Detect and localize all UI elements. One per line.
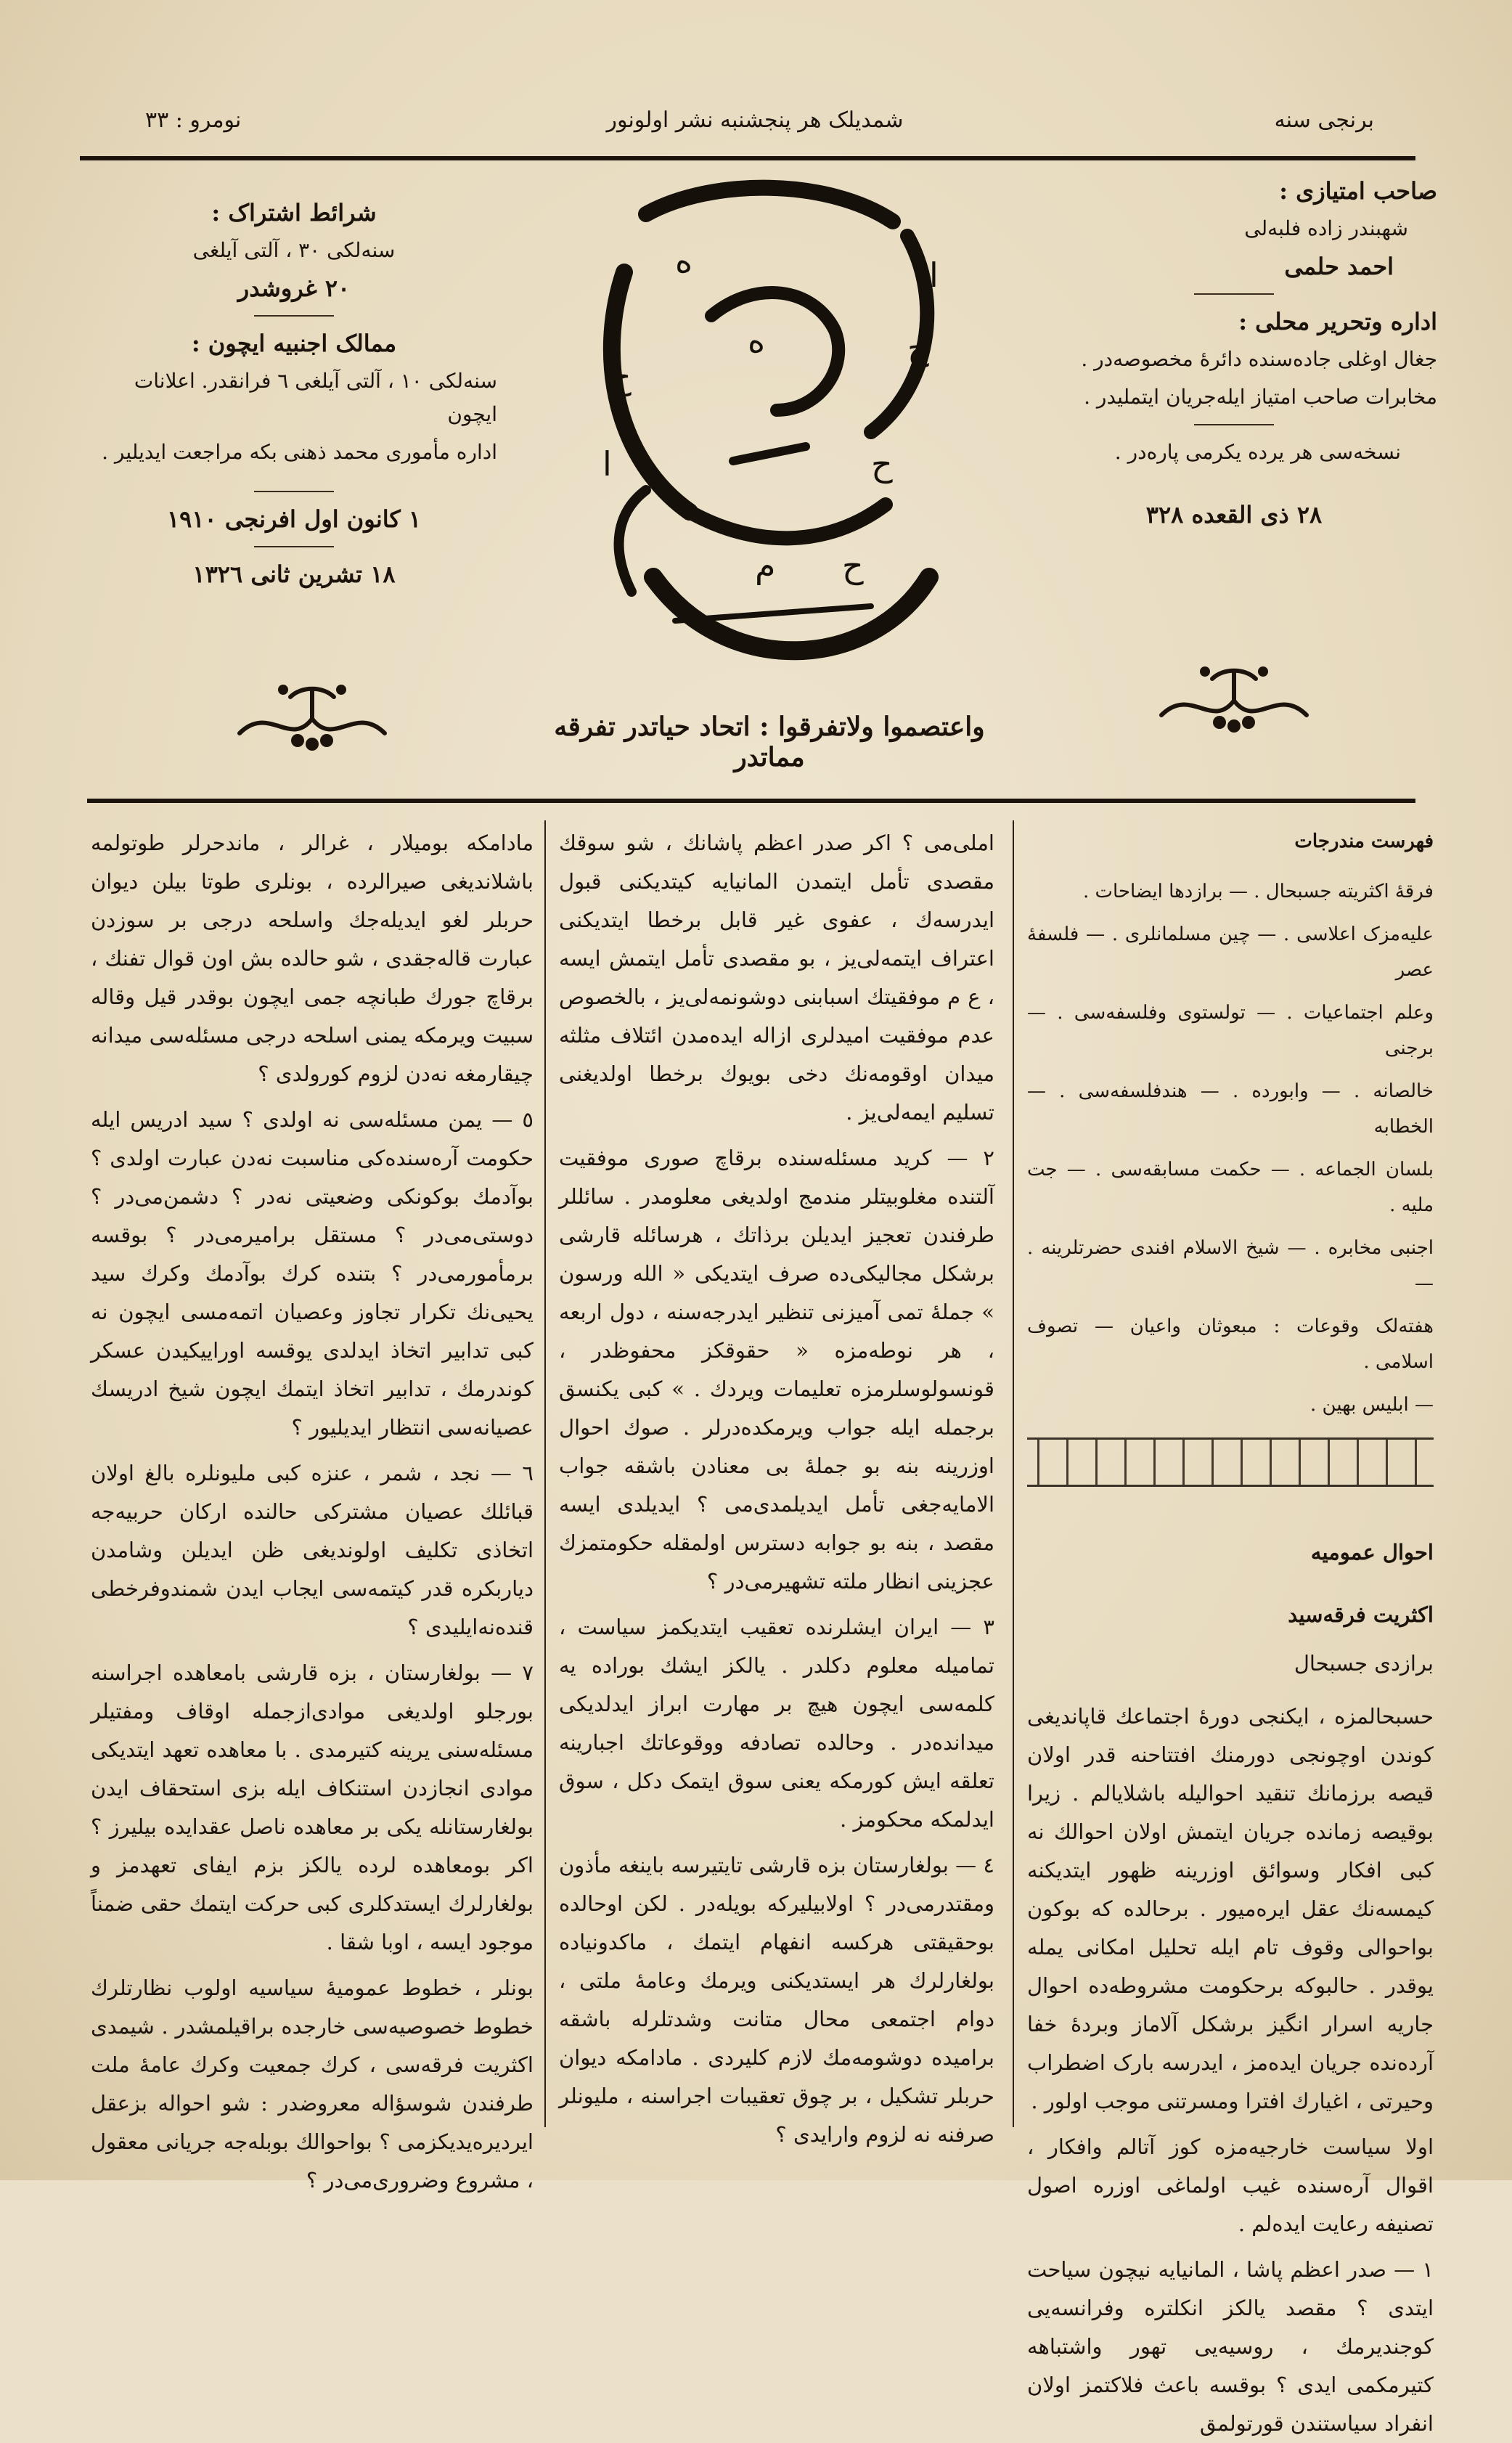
- foreign-title: ممالک اجنبیه ایچون :: [191, 330, 397, 357]
- contents-item: علیه‌مزک اعلاسی . — چین مسلمانلری . — فلسفهٔ عصر: [1027, 923, 1434, 981]
- paragraph: بونلر ، خطوط عمومیهٔ سیاسیه اولوب نظارتلرك خطوط خصوصیه‌سی خارجده براقیلمشدر . شیمدی اکثریت فرقه‌سی ، کرك جمعیت وکرك عامهٔ ملت طرفندن شوسؤاله معروضدر : شو احواله بزعقل ایردیره‌یدیکزمی ؟ بواحوالك بوبله‌جه جریانی معقول ، مشروع وضروری‌می‌در ؟: [91, 1975, 534, 2193]
- subscription-title: شرائط اشتراک :: [211, 199, 377, 227]
- foreign-line-2: اداره مأموری محمد ذهنی بکه مراجعت ایدیلیر .: [102, 440, 497, 464]
- masthead-left: [91, 196, 497, 595]
- office-title: اداره وتحریر محلی :: [1238, 308, 1437, 335]
- logo-letter-alif-2: ا: [929, 256, 939, 295]
- foreign-line-1: سنه‌لکی ١٠ ، آلتی آیلغی ٦ فرانقدر. اعلانات ایچون: [134, 369, 497, 426]
- subscription-price: ٢٠ غروشدر: [237, 274, 351, 302]
- logo-letter-mim: م: [755, 546, 776, 585]
- logo-letter-ha-6: ح: [842, 546, 864, 585]
- logo-letter-ha-5: ح: [871, 444, 893, 484]
- paragraph: ٣ — ایران ایشلرنده تعقیب ایتدیکمز سیاست ، تمامیله معلوم دکلدر . یالکز ایشك بوراده یه کلمه‌سی ایچون هیچ بر مهارت ابراز ایدلدیکی میدانده‌در . وحالده تصادفه ووقوعاتك اجبارینه تعلقه ایش کورمکه یعنی سوق ایتمک دکل ، سوق ایدلمکه محکومز .: [559, 1615, 994, 1832]
- contents-item: بلسان الجماعه . — حکمت مسابقه‌سی . — جت ملیه .: [1027, 1159, 1434, 1216]
- paragraph: اولا سیاست خارجیه‌مزه کوز آتالم وافکار ، اقوال آره‌سنده غیب اولماغی اوزره اصول تصنیفه رعایت ایده‌لم .: [1027, 2134, 1434, 2236]
- subscription-line: سنه‌لکی ٣٠ ، آلتی آیلغی: [192, 238, 396, 262]
- hijri-date: ٢٨ ذی القعده ٣٢٨: [1145, 501, 1323, 529]
- owner-title: صاحب امتیازی :: [1279, 177, 1437, 205]
- column-divider: [544, 820, 546, 2127]
- owner-name: احمد حلمی: [1284, 253, 1394, 280]
- contents-title: فهرست مندرجات: [1294, 831, 1434, 852]
- divider: [254, 315, 334, 317]
- decorative-band: [1027, 1437, 1434, 1487]
- calligraphy-logo: [566, 171, 973, 693]
- motto: واعتصموا ولاتفرقوا : اتحاد حیاتدر تفرقه مماتدر: [554, 711, 985, 772]
- divider: [254, 491, 334, 492]
- office-line-2: مخابرات صاحب امتیاز ایله‌جریان ایتملیدر .: [1084, 385, 1437, 409]
- logo-letter-ha-2: ح: [907, 328, 929, 367]
- article-subtitle: اکثریت فرقه‌سید: [1288, 1602, 1434, 1627]
- paragraph: ٥ — یمن مسئله‌سی نه اولدی ؟ سید ادریس ایله حکومت آره‌سنده‌کی مناسبت نه‌دن عبارت اولدی ؟ بوآدمك بوکونکی وضعیتی نه‌در ؟ دشمن‌می‌در ؟ دوستی‌می‌در ؟ مستقل برامیرمی‌در ؟ بوقسه برمأمورمی‌در ؟ بتنده کرك بوآدمك وکرك سید یحیی‌نك تکرار تجاوز وعصیان اتمه‌مسی ایچون نه کبی تدابیر اتخاذ ایدلدی یوقسه اوراییکیدن عسکر کوندرمك ، تدابیر اتخاذ ایتمك ایچون شیخ ادریسك عصیانه‌سی انتظار ایدیلیور ؟: [91, 1107, 534, 1440]
- contents-item: خالصانه . — وابورده . — هندفلسفه‌سی . — الخطابه: [1027, 1080, 1434, 1138]
- year-label: برنجی سنه: [1274, 107, 1374, 133]
- paragraph: ٧ — بولغارستان ، بزه قارشی بامعاهده اجراسنه بورجلو اولدیغی موادی‌ازجمله اوقاف ومفتیلر مسئله‌سنی یرینه کتیرمدی . با معاهده تعهد ایتدیکی موادی انجازدن استنکاف ایله بزی استحقاف ایدن بولغارستانله یکی بر معاهده ناصل عقدایده بیلیرز ؟ اکر بومعاهده لرده یالکز بزم ایفای تعهدمز و بولغارلرك ایستدکلری کبی حرکت ایتمك حقی ضمناً موجود ایسه ، اوبا شقا .: [91, 1660, 534, 1954]
- contents-item: وعلم اجتماعیات . — تولستوی وفلسفه‌سی . — برجنی: [1027, 1002, 1434, 1059]
- contents-item: اجنبی مخابره . — شیخ الاسلام افندی حضرتلرینه . —: [1027, 1237, 1434, 1294]
- logo-letter-ha-4: ه: [748, 321, 766, 360]
- section-title: احوال عمومیه: [1310, 1540, 1434, 1565]
- weekly-notice: شمدیلک هر پنجشنبه نشر اولونور: [606, 107, 904, 133]
- column-middle: [559, 824, 994, 2147]
- logo-letter-ha-3: ه: [675, 241, 693, 280]
- divider: [1194, 293, 1274, 295]
- paragraph: مادامکه بومیلار ، غرالر ، ماندحرلر طوتولمه باشلاندیغی صیرالرده ، بونلری طوتا بیلن دیوان حربلر لغو ایدیله‌جك واسلحه درجی بر سوزدن عبارت قاله‌جقدی ، شو حالده بش اون قوال تفنك ، برقاچ جورك طبانچه جمی ایچون بوقدر قیل وقاله سبیت ویرمکه یمنی اسلحه درجی مسئله‌سی میدانه چیقارمغه نه‌دن لزوم کورولدی ؟: [91, 831, 534, 1086]
- contents-item: — ابلیس بهین .: [1310, 1394, 1434, 1416]
- masthead-right: [1031, 174, 1437, 536]
- owner-line: شهبندر زاده فلبه‌لی: [1244, 216, 1408, 240]
- paragraph: حسبحالمزه ، ایکنجی دورهٔ اجتماعك قاپاندیغی کوندن اوچونجی دورمنك افتتاحنه قدر اولان قیصه برزمانك تنقید احوالیله باشلایالم . زیرا بوقیصه زمانده جریان ایتمش اولان احوالك نه کبی افکار وسوائق اوزرینه ظهور ایتدیکنه کیمسه‌نك عقل ایره‌میور . برحالده که بوکون بواحوالی وقوف تام ایله تحلیل امکانی یمله یوقدر . حالبوکه برحکومت مشروطه‌ده احوال جاریه اسرار انگیز برشکل آلاماز وبردهٔ خفا آرده‌نده جریان ایده‌مز ، ایدرسه بارک اضطراب وحیرتی ، اغیارك افترا ومسرتنی موجب اولور .: [1027, 1704, 1434, 2113]
- contents-box: [1027, 824, 1434, 1423]
- floral-ornament-right: [1154, 657, 1314, 744]
- paragraph: ١ — صدر اعظم پاشا ، المانیایه نیچون سیاحت ایتدی ؟ مقصد یالکز انکلتره وفرانسه‌یی کوجندیرمك ، روسیه‌یی تهور واشتباهه کتیرمکمی ایدی ؟ بوقسه باعث فلاکتمز اولان انفراد سیاستندن قورتولمق: [1027, 2257, 1434, 2436]
- logo-letter-ha: ح: [610, 357, 632, 396]
- floral-ornament-left: [232, 675, 392, 762]
- gregorian-date: ١ کانون اول افرنجی ١٩١٠: [166, 505, 422, 533]
- logo-letter-alif: ا: [602, 444, 612, 484]
- office-line-1: جغال اوغلی جاده‌سنده دائرهٔ مخصوصه‌در .: [1081, 347, 1437, 371]
- paragraph: ٦ — نجد ، شمر ، عنزه کبی ملیونلره بالغ اولان قبائلك عصیان مشترکی حالنده ارکان حربیه‌جه اتخاذی تکلیف اولوندیغی ظن ایدیلن وشامدن دیاربکره قدر کیتمه‌سی ایجاب ایدن شمندوفرخطی قنده‌نه‌ایلیدی ؟: [91, 1461, 534, 1639]
- paragraph: ٤ — بولغارستان بزه قارشی تایتیرسه باینغه مأذون ومقتدرمی‌در ؟ اولابیلیرکه بویله‌در . لکن اوحالده بوحقیقتی هرکسه انفهام ایتمك ، ماکدونیاده بولغارلرك هر ایستدیکنی ویرمك وعامهٔ ملتی ، دوام اجتمعی محال متانت وشدتلرله باشقه برامیده دوشومه‌مك لازم کلیردی . مادامکه دیوان حربلر تشکیل ، بر چوق تعقیبات اجراسنه ، ملیونلر صرفنه نه لزوم وارایدی ؟: [559, 1853, 994, 2147]
- top-rule: [80, 156, 1415, 160]
- paragraph: ٢ — کرید مسئله‌سنده برقاچ صوری موفقیت آلتنده مغلوبیتلر مندمج اولدیغی معلومدر . سائللر طرفندن تعجیز ایدیلن برذاتك ، هرسائله قارشی برشکل مجالیکی‌ده صرف ایتدیکی « الله ورسون » جملهٔ تمی آمیزنی تنظیر ایدرجه‌سنه ، دول اربعه ، هر نوطه‌مزه « حقوقکز محفوظدر ، قونسولوسلرمزه تعلیمات ویردك . » کبی یکنسق برجمله ایله جواب ویرمکده‌درلر . صوك احوال اوزرینه بنه بو جملهٔ بی معنادن باشقه جواب الامایه‌جغی تأمل ایدیلمدی‌می ؟ ایدیلدی ایسه مقصد ، بنه بو جوابه دسترس اولمقله حکومتمزك عجزینی انظار ملته تشهیرمی‌در ؟: [559, 1146, 994, 1594]
- column-divider: [1013, 820, 1014, 2127]
- divider: [1194, 424, 1274, 425]
- rumi-date: ١٨ تشرین ثانی ١٣٢٦: [192, 560, 396, 588]
- masthead-bottom-rule: [87, 799, 1415, 803]
- issue-number: نومرو : ٣٣: [145, 107, 242, 133]
- column-left: [91, 824, 534, 2193]
- article-author: برازدی جسبحال: [1294, 1651, 1434, 1676]
- divider: [254, 546, 334, 547]
- price-note: نسخه‌سی هر یرده یکرمی پاره‌در .: [1114, 440, 1401, 464]
- contents-item: هفته‌لک وقوعات : مبعوثان واعیان — تصوف اسلامی .: [1027, 1316, 1434, 1373]
- paragraph: املی‌می ؟ اکر صدر اعظم پاشانك ، شو سوقك مقصدی تأمل ایتمدن المانیایه کیتدیکنی قبول ایدرسه‌ك ، عفوی غیر قابل برخطا ایتدیکنی اعتراف ایتمه‌لی‌یز ، بو مقصدی تأمل ایتمش ایسه ، ع م موفقیتك اسبابنی دوشونمه‌لی‌یز ، بالخصوص عدم موفقیت امیدلری ازاله ایده‌مدن ائتلاف مثلثه میدان اوقومه‌نك دخی بویوك برخطا اولدیغنی تسلیم ایمه‌لی‌یز .: [559, 831, 994, 1125]
- column-right: [1027, 824, 1434, 2436]
- contents-item: فرقهٔ اکثریته جسبحال . — برازدها ایضاحات .: [1082, 881, 1434, 902]
